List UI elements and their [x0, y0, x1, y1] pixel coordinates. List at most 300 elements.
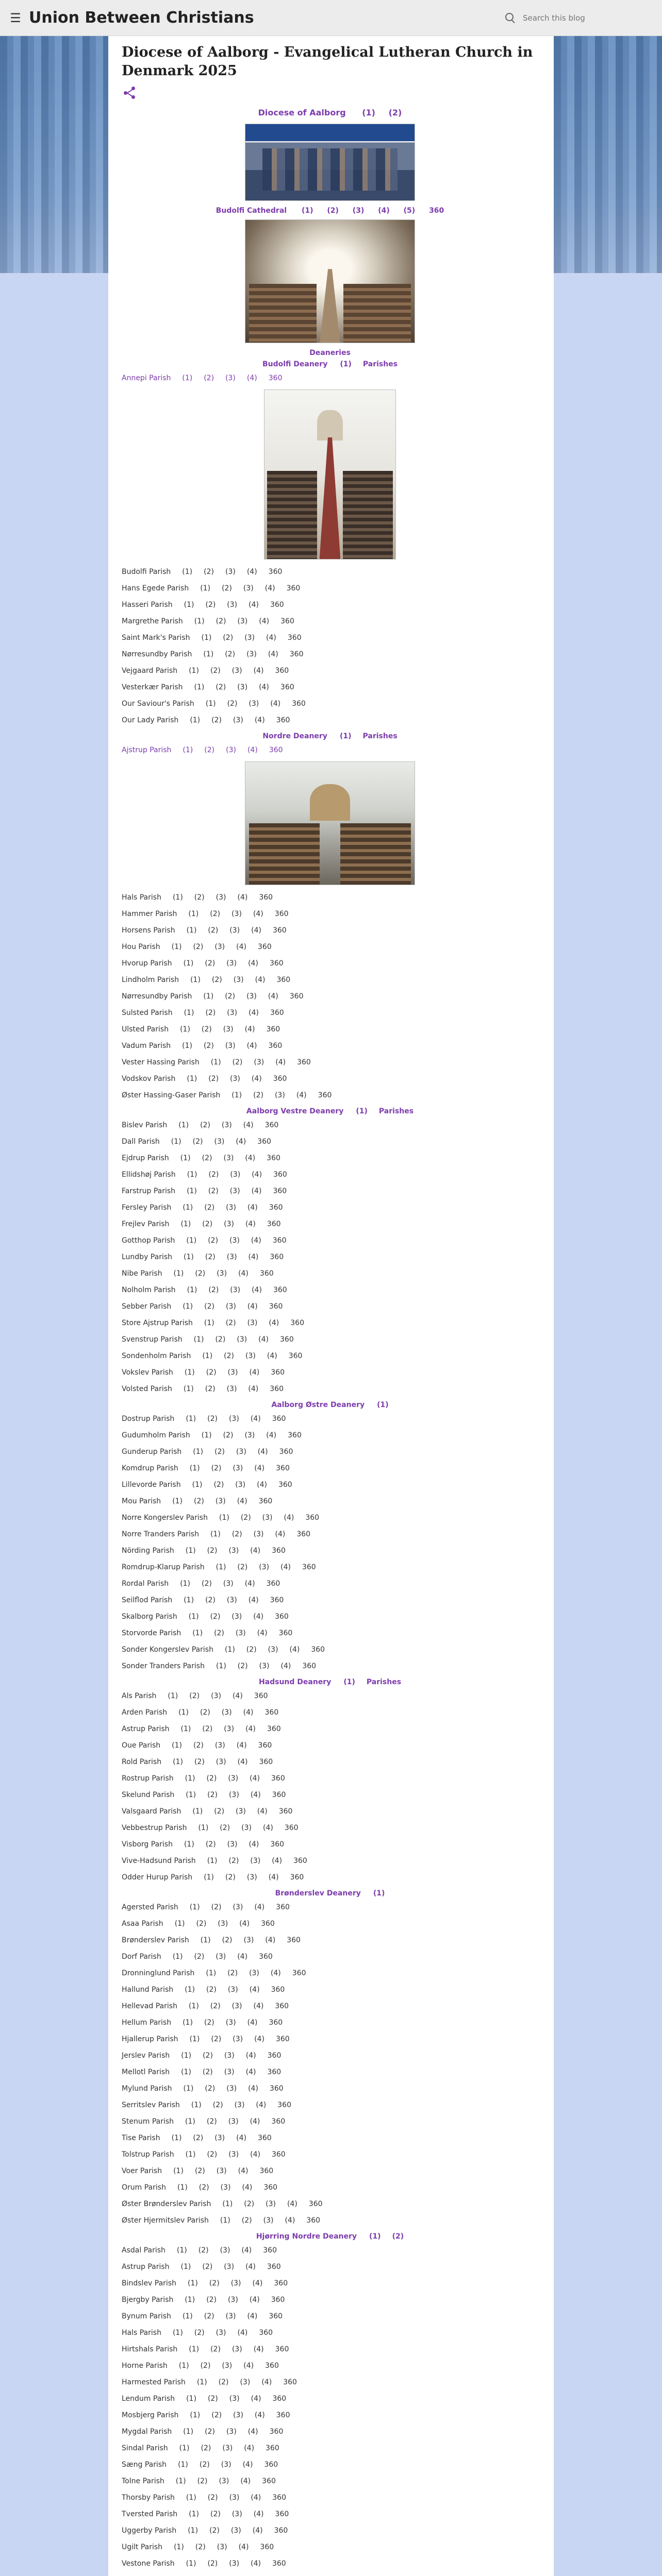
parish-link-1[interactable]: (1)	[185, 2150, 196, 2159]
parish-link-3[interactable]: (3)	[225, 2019, 236, 2027]
parish-link-1[interactable]: (1)	[175, 2477, 186, 2485]
deanery-photo-nordre[interactable]	[245, 761, 415, 885]
parish-link-2[interactable]: (2)	[192, 1138, 203, 1146]
parish-link-4[interactable]: (4)	[241, 2246, 252, 2255]
parish-link-5[interactable]: 360	[305, 1514, 320, 1522]
parish-link-3[interactable]: (3)	[233, 1464, 243, 1472]
parish-link-2[interactable]: (2)	[225, 650, 236, 658]
parish-link-3[interactable]: (3)	[244, 1431, 255, 1439]
parish-link-2[interactable]: (2)	[200, 1708, 210, 1717]
parish-link-1[interactable]: (1)	[187, 1075, 197, 1083]
parish-link-5[interactable]: 360	[274, 2527, 288, 2535]
parish-link-4[interactable]: (4)	[238, 2543, 249, 2551]
parish-link-5[interactable]: 360	[263, 2183, 278, 2192]
parish-name[interactable]: Ajstrup Parish	[122, 746, 172, 754]
parish-link-5[interactable]: 360	[265, 2362, 279, 2370]
parish-link-1[interactable]: (1)	[171, 943, 182, 951]
parish-link-1[interactable]: (1)	[177, 2183, 188, 2192]
parish-link-1[interactable]: (1)	[196, 2378, 207, 2386]
parish-link-3[interactable]: (3)	[226, 1253, 237, 1261]
parish-link-3[interactable]: (3)	[228, 1774, 239, 1783]
parish-link-4[interactable]: (4)	[275, 1058, 286, 1066]
parish-link-1[interactable]: (1)	[222, 2200, 233, 2208]
parish-link-2[interactable]: (2)	[205, 1253, 216, 1261]
parish-link-5[interactable]: 360	[280, 683, 294, 691]
parish-link-3[interactable]: (3)	[229, 2494, 240, 2502]
parish-link-1[interactable]: (1)	[180, 1220, 191, 1228]
parish-link-1[interactable]: (1)	[168, 1692, 178, 1700]
parish-link-3[interactable]: (3)	[235, 1481, 246, 1489]
parish-link-2[interactable]: (2)	[196, 1920, 207, 1928]
parish-link-1[interactable]: (1)	[231, 1091, 242, 1099]
parish-link-3[interactable]: (3)	[228, 1547, 239, 1555]
parish-link-5[interactable]: 360	[263, 2246, 277, 2255]
parish-link-3[interactable]: (3)	[214, 2134, 225, 2142]
parish-link-1[interactable]: (1)	[203, 650, 214, 658]
parish-link-5[interactable]: 360	[272, 2560, 286, 2568]
parish-link-4[interactable]	[252, 2572, 262, 2576]
parish-link-1[interactable]: (1)	[186, 2395, 196, 2403]
parish-link-3[interactable]: (3)	[249, 700, 259, 708]
parish-link-1[interactable]: (1)	[185, 2117, 195, 2126]
parish-link-1[interactable]: (1)	[201, 1431, 212, 1439]
parish-link-2[interactable]: (2)	[203, 1042, 214, 1050]
parish-link-2[interactable]: (2)	[204, 374, 214, 382]
parish-link-1[interactable]: (1)	[183, 1385, 194, 1393]
parish-link-5[interactable]: 360	[262, 2477, 276, 2485]
parish-link-5[interactable]: 360	[267, 1220, 281, 1228]
parish-link-5[interactable]: 360	[259, 1269, 274, 1278]
parish-link-1[interactable]: (1)	[178, 1708, 189, 1717]
parish-link-1[interactable]: (1)	[192, 1807, 203, 1816]
parish-link-3[interactable]: (3)	[228, 1791, 239, 1799]
parish-link-2[interactable]: (2)	[198, 2246, 209, 2255]
parish-link-5[interactable]: 360	[275, 2035, 290, 2043]
parish-link-1[interactable]: (1)	[172, 2329, 183, 2337]
parish-link-2[interactable]: (2)	[204, 1302, 214, 1311]
parish-link-3[interactable]: (3)	[249, 1969, 259, 1977]
parish-link-1[interactable]: (1)	[186, 1791, 196, 1799]
parish-link-5[interactable]: 360	[271, 2150, 286, 2159]
parish-link-5[interactable]: 360	[270, 601, 284, 609]
parish-link-1[interactable]: (1)	[193, 1448, 204, 1456]
parish-link-1[interactable]: (1)	[180, 1725, 191, 1733]
parish-link-1[interactable]: (1)	[171, 2134, 182, 2142]
parish-link-1[interactable]: (1)	[173, 1269, 184, 1278]
deanery-title-link[interactable]: Hadsund Deanery	[258, 1678, 332, 1686]
parish-link-4[interactable]: (4)	[253, 910, 263, 918]
parish-link-2[interactable]: (2)	[200, 1121, 210, 1129]
parish-link-3[interactable]: (3)	[217, 1269, 227, 1278]
parish-link-5[interactable]: 360	[311, 1646, 325, 1654]
parish-link-3[interactable]: (3)	[227, 1986, 238, 1994]
parish-link-5[interactable]: 360	[275, 1613, 289, 1621]
parish-link-4[interactable]: (4)	[252, 1171, 262, 1179]
parish-link-1[interactable]: (1)	[188, 2527, 198, 2535]
parish-link-4[interactable]: (4)	[258, 1335, 269, 1344]
parish-link-1[interactable]: (1)	[201, 634, 212, 642]
parish-link-5[interactable]: 360	[302, 1563, 316, 1571]
parish-link-3[interactable]: (3)	[229, 1415, 239, 1423]
parish-link-1[interactable]: (1)	[183, 1204, 193, 1212]
parish-link-4[interactable]: (4)	[246, 374, 257, 382]
parish-link-2[interactable]: (2)	[211, 1464, 222, 1472]
parish-link-5[interactable]: 360	[278, 1807, 293, 1816]
parish-link-1[interactable]: (1)	[202, 1352, 213, 1360]
cathedral-link-360[interactable]: 360	[429, 207, 444, 215]
parish-link-4[interactable]: (4)	[236, 1138, 246, 1146]
parish-link-3[interactable]: (3)	[216, 2167, 227, 2175]
parish-link-3[interactable]: (3)	[226, 746, 236, 754]
parish-link-3[interactable]: (3)	[227, 1368, 238, 1377]
parish-link-2[interactable]: (2)	[225, 1319, 236, 1327]
parish-link-2[interactable]: (2)	[212, 2101, 223, 2109]
deanery-link-2[interactable]: Parishes	[366, 1678, 402, 1686]
parish-link-1[interactable]: (1)	[179, 2444, 190, 2452]
parish-link-1[interactable]: (1)	[186, 926, 197, 935]
parish-link-3[interactable]: (3)	[274, 1091, 285, 1099]
diocese-title-link[interactable]: Diocese of Aalborg	[258, 108, 346, 117]
parish-link-2[interactable]: (2)	[210, 2002, 221, 2010]
parish-link-4[interactable]: (4)	[268, 992, 278, 1001]
parish-link-4[interactable]: (4)	[236, 943, 246, 951]
parish-link-2[interactable]: (2)	[207, 2494, 218, 2502]
parish-link-1[interactable]: (1)	[198, 1824, 209, 1832]
parish-link-4[interactable]: (4)	[245, 2263, 256, 2271]
parish-link-5[interactable]: 360	[296, 1530, 311, 1538]
parish-link-2[interactable]: (2)	[224, 1352, 235, 1360]
deanery-link-1[interactable]: (1)	[340, 360, 352, 368]
parish-link-3[interactable]: (3)	[233, 716, 243, 724]
parish-link-3[interactable]: (3)	[246, 1873, 257, 1882]
menu-icon[interactable]: ☰	[10, 10, 21, 25]
parish-link-4[interactable]: (4)	[245, 2052, 256, 2060]
parish-link-1[interactable]: (1)	[172, 1741, 183, 1750]
parish-link-3[interactable]: (3)	[225, 2312, 236, 2320]
parish-link-3[interactable]: (3)	[230, 1286, 241, 1294]
parish-link-5[interactable]: 360	[274, 2279, 288, 2287]
parish-link-5[interactable]: 360	[275, 2510, 289, 2518]
parish-link-4[interactable]: (4)	[270, 700, 281, 708]
parish-link-1[interactable]: (1)	[194, 683, 205, 691]
parish-link-4[interactable]: (4)	[253, 2002, 264, 2010]
parish-link-3[interactable]: (3)	[246, 650, 257, 658]
parish-link-4[interactable]: (4)	[254, 2035, 264, 2043]
parish-link-3[interactable]: (3)	[250, 1857, 261, 1865]
parish-link-1[interactable]: (1)	[181, 2052, 192, 2060]
parish-link-5[interactable]: 360	[266, 1580, 280, 1588]
parish-link-2[interactable]: (2)	[204, 2312, 214, 2320]
parish-link-5[interactable]: 360	[259, 893, 273, 902]
parish-link-2[interactable]: (2)	[253, 1091, 263, 1099]
parish-link-1[interactable]: (1)	[216, 1563, 226, 1571]
parish-link-2[interactable]: (2)	[231, 1530, 242, 1538]
parish-link-5[interactable]: 360	[273, 1286, 287, 1294]
parish-link-1[interactable]: (1)	[220, 2216, 230, 2225]
parish-link-3[interactable]: (3)	[229, 926, 240, 935]
parish-link-2[interactable]: (2)	[223, 1431, 234, 1439]
parish-link-3[interactable]: (3)	[241, 1824, 252, 1832]
parish-link-3[interactable]: (3)	[259, 1563, 270, 1571]
parish-link-1[interactable]: (1)	[204, 1319, 214, 1327]
parish-link-3[interactable]: (3)	[219, 2477, 229, 2485]
parish-link-4[interactable]: (4)	[269, 1319, 279, 1327]
parish-link-2[interactable]: (2)	[205, 1840, 216, 1849]
parish-link-2[interactable]: (2)	[194, 2329, 205, 2337]
parish-link-5[interactable]: 360	[269, 2428, 284, 2436]
parish-link-5[interactable]: 360	[276, 1464, 290, 1472]
parish-link-5[interactable]: 360	[268, 1042, 283, 1050]
blog-title[interactable]: Union Between Christians	[29, 9, 254, 27]
parish-link-3[interactable]: (3)	[235, 1629, 246, 1637]
parish-link-4[interactable]: (4)	[246, 1042, 257, 1050]
parish-link-1[interactable]: (1)	[189, 2035, 200, 2043]
parish-link-2[interactable]: (2)	[200, 2362, 211, 2370]
parish-link-4[interactable]: (4)	[251, 1075, 262, 1083]
parish-link-1[interactable]: (1)	[189, 1464, 200, 1472]
parish-link-1[interactable]: (1)	[207, 1857, 218, 1865]
parish-link-5[interactable]: 360	[275, 2002, 289, 2010]
parish-link-4[interactable]: (4)	[249, 1986, 260, 1994]
parish-link-4[interactable]: (4)	[248, 959, 258, 968]
parish-link-3[interactable]: (3)	[229, 1187, 240, 1195]
parish-link-1[interactable]: (1)	[186, 2560, 196, 2568]
parish-link-2[interactable]: (2)	[193, 943, 204, 951]
parish-link-4[interactable]: (4)	[268, 1873, 279, 1882]
parish-link-2[interactable]: (2)	[209, 2279, 220, 2287]
parish-link-5[interactable]: 360	[259, 2167, 274, 2175]
parish-link-4[interactable]: (4)	[250, 1415, 261, 1423]
parish-link-2[interactable]: (2)	[207, 1547, 218, 1555]
parish-link-4[interactable]: (4)	[250, 2150, 260, 2159]
parish-link-5[interactable]: 360	[264, 1708, 279, 1717]
deanery-link-1[interactable]: (1)	[339, 732, 352, 740]
parish-link-5[interactable]: 360	[274, 910, 289, 918]
parish-link-4[interactable]: (4)	[243, 1121, 254, 1129]
parish-link-4[interactable]: (4)	[261, 2378, 272, 2386]
parish-link-2[interactable]: (2)	[214, 1807, 225, 1816]
parish-link-3[interactable]: (3)	[228, 2150, 239, 2159]
parish-link-5[interactable]: 360	[273, 1075, 287, 1083]
parish-link-4[interactable]: (4)	[259, 683, 269, 691]
parish-link-1[interactable]: (1)	[185, 1986, 195, 1994]
parish-link-2[interactable]: (2)	[194, 2167, 205, 2175]
parish-link-5[interactable]: 360	[264, 1121, 279, 1129]
parish-link-3[interactable]: (3)	[222, 2362, 233, 2370]
parish-link-4[interactable]: (4)	[245, 1220, 256, 1228]
parish-link-1[interactable]	[187, 2572, 197, 2576]
parish-link-2[interactable]: (2)	[210, 667, 221, 675]
parish-link-4[interactable]: (4)	[244, 1580, 255, 1588]
parish-link-1[interactable]: (1)	[183, 746, 193, 754]
parish-link-3[interactable]: (3)	[247, 1319, 258, 1327]
parish-link-4[interactable]: (4)	[251, 2494, 261, 2502]
parish-link-1[interactable]: (1)	[178, 2461, 188, 2469]
parish-link-4[interactable]: (4)	[254, 1464, 265, 1472]
parish-link-1[interactable]: (1)	[172, 893, 183, 902]
parish-link-2[interactable]: (2)	[214, 1629, 224, 1637]
parish-link-2[interactable]: (2)	[202, 2068, 213, 2076]
parish-link-3[interactable]: (3)	[244, 634, 255, 642]
parish-link-5[interactable]: 360	[271, 1368, 285, 1377]
parish-link-1[interactable]: (1)	[190, 976, 201, 984]
parish-link-3[interactable]: (3)	[231, 2510, 242, 2518]
parish-link-3[interactable]: (3)	[237, 683, 248, 691]
parish-link-4[interactable]: (4)	[252, 2279, 263, 2287]
deanery-link-1[interactable]: (1)	[373, 1889, 385, 1897]
parish-link-5[interactable]: 360	[254, 1692, 268, 1700]
parish-link-3[interactable]: (3)	[245, 1352, 256, 1360]
parish-link-3[interactable]: (3)	[262, 1514, 273, 1522]
parish-link-4[interactable]: (4)	[250, 2117, 260, 2126]
parish-link-3[interactable]: (3)	[228, 2117, 239, 2126]
parish-link-1[interactable]: (1)	[183, 2084, 194, 2093]
parish-link-5[interactable]: 360	[267, 2263, 281, 2271]
parish-link-5[interactable]: 360	[270, 1840, 285, 1849]
parish-link-3[interactable]: (3)	[233, 2411, 243, 2419]
parish-link-3[interactable]: (3)	[214, 943, 225, 951]
parish-link-3[interactable]: (3)	[226, 2084, 237, 2093]
parish-link-3[interactable]: (3)	[266, 2200, 276, 2208]
parish-link-3[interactable]: (3)	[215, 1497, 226, 1505]
parish-link-1[interactable]: (1)	[187, 1187, 197, 1195]
parish-link-1[interactable]: (1)	[183, 1302, 193, 1311]
parish-link-4[interactable]: (4)	[242, 2183, 253, 2192]
parish-link-5[interactable]: 360	[278, 1629, 293, 1637]
parish-link-5[interactable]: 360	[270, 1253, 284, 1261]
parish-link-2[interactable]: (2)	[202, 1580, 212, 1588]
parish-link-1[interactable]: (1)	[190, 716, 201, 724]
parish-link-5[interactable]: 360	[273, 1187, 287, 1195]
parish-link-3[interactable]: (3)	[221, 1121, 232, 1129]
parish-link-3[interactable]: (3)	[217, 2543, 227, 2551]
parish-link-4[interactable]: (4)	[238, 1269, 249, 1278]
parish-link-4[interactable]: (4)	[247, 2428, 258, 2436]
parish-link-2[interactable]: (2)	[210, 1613, 221, 1621]
parish-link-5[interactable]: 360	[258, 1497, 273, 1505]
parish-link-1[interactable]: (1)	[188, 2002, 199, 2010]
parish-link-4[interactable]: (4)	[243, 1708, 254, 1717]
parish-link-2[interactable]: (2)	[214, 1448, 225, 1456]
deanery-link-1[interactable]: (1)	[369, 2232, 381, 2241]
parish-link-4[interactable]: (4)	[256, 2101, 267, 2109]
parish-link-3[interactable]: (3)	[229, 2395, 240, 2403]
parish-link-4[interactable]: (4)	[284, 1514, 294, 1522]
parish-link-4[interactable]: (4)	[237, 1758, 248, 1766]
parish-link-1[interactable]: (1)	[185, 1774, 195, 1783]
parish-link-1[interactable]: (1)	[191, 2101, 202, 2109]
parish-link-1[interactable]: (1)	[206, 1969, 217, 1977]
cathedral-link-5[interactable]: (5)	[403, 207, 416, 215]
parish-link-5[interactable]: 360	[297, 1058, 311, 1066]
parish-link-2[interactable]: (2)	[194, 1758, 205, 1766]
parish-link-2[interactable]: (2)	[206, 2117, 217, 2126]
parish-link-5[interactable]: 360	[271, 1774, 285, 1783]
parish-link-3[interactable]: (3)	[231, 667, 242, 675]
parish-link-3[interactable]: (3)	[263, 2216, 274, 2225]
parish-link-2[interactable]: (2)	[189, 1692, 200, 1700]
parish-link-4[interactable]: (4)	[266, 634, 276, 642]
parish-link-5[interactable]: 360	[259, 1758, 273, 1766]
parish-link-5[interactable]: 360	[272, 1236, 287, 1245]
parish-link-4[interactable]: (4)	[254, 1903, 265, 1911]
parish-link-4[interactable]: (4)	[250, 1791, 261, 1799]
parish-link-1[interactable]: (1)	[183, 959, 194, 968]
parish-link-3[interactable]: (3)	[224, 1220, 234, 1228]
parish-link-1[interactable]: (1)	[180, 1025, 190, 1033]
parish-link-5[interactable]: 360	[318, 1091, 332, 1099]
parish-link-2[interactable]: (2)	[205, 959, 216, 968]
parish-link-2[interactable]: (2)	[207, 1415, 218, 1423]
deanery-title-link[interactable]: Nordre Deanery	[262, 732, 327, 740]
parish-link-4[interactable]: (4)	[237, 1497, 247, 1505]
parish-link-2[interactable]: (2)	[204, 568, 214, 576]
parish-link-3[interactable]: (3)	[233, 2035, 243, 2043]
parish-link-3[interactable]: (3)	[216, 1758, 226, 1766]
parish-link-1[interactable]: (1)	[187, 1286, 197, 1294]
parish-link-1[interactable]: (1)	[178, 1121, 189, 1129]
parish-link-4[interactable]: (4)	[257, 1448, 268, 1456]
parish-link-2[interactable]: (2)	[199, 2461, 210, 2469]
parish-link-1[interactable]: (1)	[184, 601, 194, 609]
parish-link-4[interactable]: (4)	[254, 2411, 265, 2419]
parish-link-1[interactable]: (1)	[187, 1171, 197, 1179]
parish-link-5[interactable]: 360	[266, 2444, 279, 2452]
parish-link-1[interactable]: (1)	[182, 374, 193, 382]
cathedral-link-1[interactable]: (1)	[301, 207, 313, 215]
parish-link-5[interactable]: 360	[259, 2329, 273, 2337]
parish-link-2[interactable]: (2)	[205, 2084, 216, 2093]
parish-link-1[interactable]: (1)	[174, 1920, 185, 1928]
parish-link-3[interactable]: (3)	[243, 1936, 254, 1944]
parish-link-5[interactable]: 360	[272, 2395, 287, 2403]
parish-link-4[interactable]: (4)	[237, 2329, 248, 2337]
parish-link-3[interactable]: (3)	[221, 1708, 232, 1717]
parish-link-1[interactable]: (1)	[189, 667, 199, 675]
parish-link-3[interactable]: (3)	[224, 2068, 235, 2076]
parish-link-5[interactable]: 360	[271, 2296, 285, 2304]
parish-link-4[interactable]: (4)	[280, 1563, 291, 1571]
parish-link-1[interactable]: (1)	[184, 1596, 194, 1604]
parish-link-5[interactable]: 360	[270, 1596, 284, 1604]
parish-link-4[interactable]: (4)	[239, 1920, 250, 1928]
parish-link-1[interactable]: (1)	[172, 1497, 183, 1505]
parish-link-5[interactable]: 360	[267, 1154, 280, 1162]
parish-link-5[interactable]: 360	[267, 1725, 281, 1733]
parish-link-1[interactable]: (1)	[171, 1138, 181, 1146]
parish-link-1[interactable]: (1)	[178, 2362, 189, 2370]
parish-link-5[interactable]: 360	[273, 1171, 287, 1179]
parish-link-5[interactable]: 360	[289, 650, 304, 658]
parish-link-3[interactable]: (3)	[220, 2183, 231, 2192]
cathedral-title-link[interactable]: Budolfi Cathedral	[216, 207, 287, 215]
parish-link-5[interactable]: 360	[269, 2019, 283, 2027]
parish-link-1[interactable]: (1)	[185, 2296, 195, 2304]
parish-link-2[interactable]: (2)	[204, 2019, 214, 2027]
parish-link-4[interactable]: (4)	[253, 667, 264, 675]
parish-link-2[interactable]: (2)	[211, 2411, 222, 2419]
parish-link-2[interactable]: (2)	[241, 2216, 252, 2225]
parish-link-2[interactable]: (2)	[211, 2035, 222, 2043]
parish-link-5[interactable]: 360	[283, 2378, 297, 2386]
parish-link-1[interactable]: (1)	[224, 1646, 235, 1654]
parish-link-1[interactable]: (1)	[189, 1903, 200, 1911]
parish-link-3[interactable]: (3)	[240, 2378, 251, 2386]
deanery-title-link[interactable]: Hjørring Nordre Deanery	[256, 2232, 357, 2241]
parish-link-1[interactable]: (1)	[180, 1154, 191, 1162]
search-box[interactable]	[504, 8, 654, 28]
parish-link-3[interactable]: (3)	[227, 1840, 238, 1849]
